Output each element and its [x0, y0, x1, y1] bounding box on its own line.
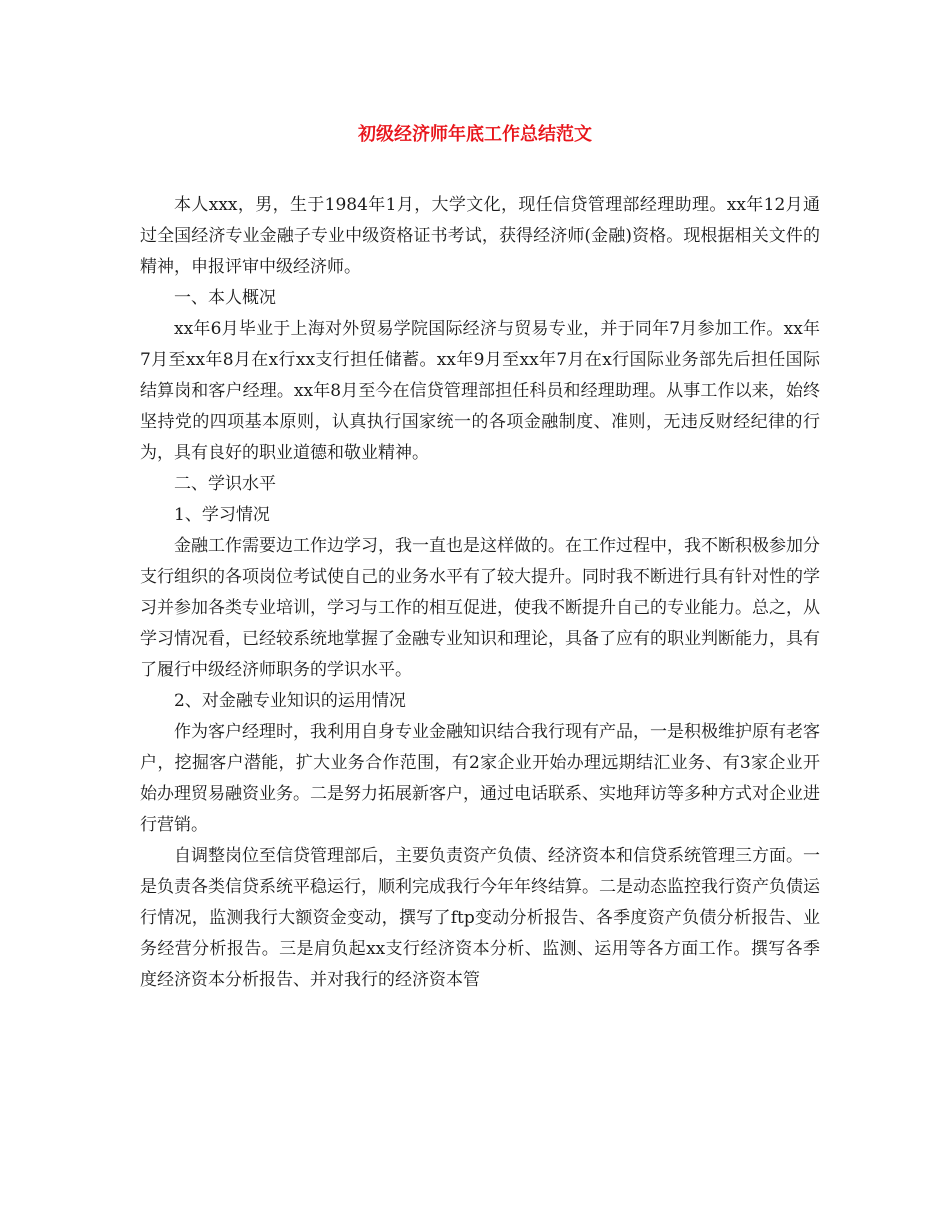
subheading-application: 2、对金融专业知识的运用情况 — [174, 691, 406, 711]
paragraph-client-manager: 作为客户经理时，我利用自身专业金融知识结合我行现有产品，一是积极维护原有老客户，挖掘客户潜能，扩大业务合作范围，有2家企业开始办理远期结汇业务、有3家企业开始办理贸易融资业务。二是努力拓展新客户，通过电话联系、实地拜访等多种方式对企业进行营销。 — [140, 722, 820, 835]
paragraph-credit-management: 自调整岗位至信贷管理部后，主要负责资产负债、经济资本和信贷系统管理三方面。一是负责各类信贷系统平稳运行，顺利完成我行今年年终结算。二是动态监控我行资产负债运行情况，监测我行大额资金变动，撰写了ftp变动分析报告、各季度资产负债分析报告、业务经营分析报告。三是肩负起xx支行经济资本分析、监测、运用等各方面工作。撰写各季度经济资本分析报告、并对我行的经济资本管 — [140, 846, 820, 990]
section-heading-knowledge: 二、学识水平 — [174, 474, 276, 494]
subheading-study: 1、学习情况 — [174, 505, 270, 525]
paragraph-intro: 本人xxx，男，生于1984年1月，大学文化，现任信贷管理部经理助理。xx年12月通过全国经济专业金融子专业中级资格证书考试，获得经济师(金融)资格。现根据相关文件的精神，申报评审中级经济师。 — [140, 195, 820, 277]
document-body — [140, 190, 820, 996]
section-heading-overview: 一、本人概况 — [174, 288, 276, 308]
paragraph-study: 金融工作需要边工作边学习，我一直也是这样做的。在工作过程中，我不断积极参加分支行组织的各项岗位考试使自己的业务水平有了较大提升。同时我不断进行具有针对性的学习并参加各类专业培训，学习与工作的相互促进，使我不断提升自己的专业能力。总之，从学习情况看，已经较系统地掌握了金融专业知识和理论，具备了应有的职业判断能力，具有了履行中级经济师职务的学识水平。 — [140, 536, 820, 680]
document-title: 初级经济师年底工作总结范文 — [358, 124, 592, 145]
paragraph-career-history: xx年6月毕业于上海对外贸易学院国际经济与贸易专业，并于同年7月参加工作。xx年7月至xx年8月在x行xx支行担任储蓄。xx年9月至xx年7月在x行国际业务部先后担任国际结算岗和客户经理。xx年8月至今在信贷管理部担任科员和经理助理。从事工作以来，始终坚持党的四项基本原则，认真执行国家统一的各项金融制度、准则，无违反财经纪律的行为，具有良好的职业道德和敬业精神。 — [140, 319, 820, 463]
